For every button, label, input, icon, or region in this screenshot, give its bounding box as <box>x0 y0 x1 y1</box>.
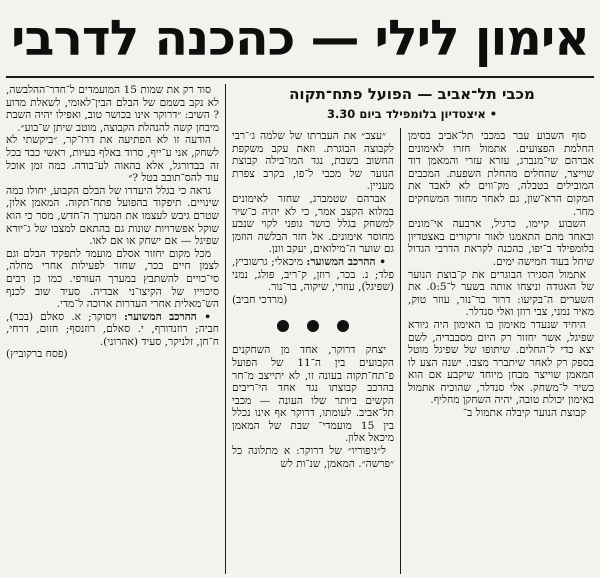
left-credit: (פסח ברקוביץ) <box>6 348 68 361</box>
middle-lineup-title: • ההרכב המשוער: <box>306 255 386 268</box>
left-paragraph: סוד רק את שמות 15 המועמדים ל־חדר־ההלבשה, לא נקב בשמם של הבלם הבין־לאומי, לשאלת מדוע ? השיב: ״דרוקר אינו בכושר טוב, ואפילו יהיה השבת מיבחן קשה להנהלת הקבוצה, מוטב שיתן ש־בוע״. <box>6 84 219 134</box>
middle-paragraph: ל״גיפוריו״ של דרוקר: א מתלונה כל ״פרשה״. המאמן, שנ־ות לש <box>232 445 394 470</box>
left-lineup-title: • ההרכב המשוער: <box>123 310 211 323</box>
right-paragraph: היחיד שנעדר מאימון בו האימון היה גיורא שפיגל, אשר יחזור רק היום מסבבדיה, לשם יצא כדי ל־החלים. שיתופו של שפיגל מוטל בספק רק לאחר שיתברר מצבו. ישנה הצע לו המאמן שוייצר מבחן מיוחד שיקבע אם הוא כשיר ל־משחק. אלי סנדלר, שהוכיח אתמול באימון יכולת טובה, יהיה השחקן מחליף. <box>408 318 594 407</box>
column-divider-right <box>400 128 401 574</box>
left-lineup-text: ויסוקר; א. סאלם (בכר), חביה; רוזנדורף, י. סאלם, רוזנסף; חזום, דרחי, ח־חן, זלניקר, סעיד (אהרוני). <box>6 310 219 348</box>
separator-dot-icon <box>337 320 349 332</box>
article-byline: • איצטדיון בלומפילד ביום 3.30 <box>326 107 498 121</box>
separator-dot-icon <box>307 320 319 332</box>
middle-paragraph: ״עצב״ את העברתו של שלמה ג׳־רבי לקבוצה הבוגרת. וזאת עקב משקפת החשוב בשבת, נגד המו־בילה קבוצת הנוער של מכבי ל־פו, בקרב צפרת מעניין. <box>232 130 394 193</box>
middle-lineup-credit: (מרדכי חביב) <box>232 293 288 306</box>
column-divider-left <box>225 84 226 574</box>
right-paragraph: סוף השבוע עבר במכבי תל־אביב בסימן החלמת הפצועים. אתמול חזרו לאימונים אברהם שי־מנברג, עזרא עזרי והמאמן דוד שוייצר, שהחלים מהחלת השפעת. המכבים המובילים בטבלה, מק־ווים לא לאבד את המקום הרא־שון, גם לאחר מחזור המשחקים מחר. <box>408 130 594 218</box>
right-paragraph: אתמול הסגירו הבוגרים את ק־בוצת הנוער של האגודה וניצחו אותה בשער ל־0:5. את השערים ה־בקיעו: דרור בר־נור, עוזר טוק, מאיר נמני, צבי רוזן ואלי סנדלר. <box>408 268 594 319</box>
right-column <box>408 130 594 574</box>
left-lineup <box>6 311 219 349</box>
left-paragraph: גראה כי בגלל היעדרו של הבלם הקבוע, יחולו כמה שינויים. תיפקוד בהפועל פתח־תקוה. המאמן אלון, שטרם גיבש לעצמו את המערך ה־חדש, מסר כי הוא שוקל אפשרויות שונות גם בהתאם למצבו של ג־יורא שפיגל — אם ישחק או אם לאו. <box>6 184 219 248</box>
section-separator-dots <box>232 320 394 332</box>
left-paragraph: מכל מקום יחזור אסלם מועמד לתפקיד הבלם וגם לצמן חיים בכר, שחזר לפעילות אחרי מחלה, סי־כויים להשתבץ במערך העורפי. כמו כן רבים סיכוייו של הקיצו־ני אבדיה. סעיד שוב לכנף הש־מאלית אחרי העדרות ארוכה ל־מדי. <box>6 247 219 311</box>
right-paragraph: השבוע קיימו, כרגיל, ארבעה אי־מונים ובאחד מהם התאמנו לאור זרקורים באצטדיון בלומפילד ב־יפו, כהכנה לקראת הדרבי הגדול שיחל בעוד חמישה ימים. <box>408 218 594 268</box>
middle-paragraph: אברהם שטמברג, שחזר לאימונים במלוא הקצב אמר, כי לא יהיה כ־שיר למשחק בגלל כושר גופני לקוי שנבע מחוסר אימונים. אל חזר הבלשה הוזמן גם שוער ה־מילואים, יעקב וונן. <box>232 192 394 256</box>
article-headline: אימון לילי — כהכנה לדרבי <box>11 10 589 67</box>
left-column <box>6 84 219 574</box>
middle-lineup <box>232 256 394 294</box>
middle-lineup-text: מיכאלי; גרשוביץ, פלד; נ. בכר, רוזן, ק־ריב, פולג, נמני (שפיגל), עוזרי, שיקוה, בר־נור. <box>232 255 394 294</box>
article-subhead: מכבי תל־אביב — הפועל פתח־תקוה <box>289 85 535 103</box>
middle-paragraph: יצחק דרוקר, אחד מן השחקנים הקבועים בין ה־11 של הפועל פ־תח־תקוה בעונה זו, לא יתייצב מ־חר בהרכב קבוצתו נגד אחד הי־ריבים הקשים ביותר שלו העונה — מכבי תל־אביב. לעומתו, דרוקר אף אינו נכלל בין 15 מועמדי־ שבת של המאמן מיכאל אלון. <box>232 344 394 445</box>
separator-dot-icon <box>277 320 289 332</box>
left-paragraph: הודעה זו לא הפתיעה את דרו־קר, ״ביקשתי לא לשחק, אני ע־ייף, סרוד באלף בעיות, ראשי כבד בכל זה בבדורגל, אלא בהאוה לע־בודה. כמה זמן אוכל עוד להס־תובב בטל ?״ <box>6 134 219 185</box>
right-paragraph: קבוצת הנוער קיבלה אתמול ב־ <box>463 407 586 420</box>
headline-rule <box>6 76 594 78</box>
middle-column <box>232 130 394 574</box>
